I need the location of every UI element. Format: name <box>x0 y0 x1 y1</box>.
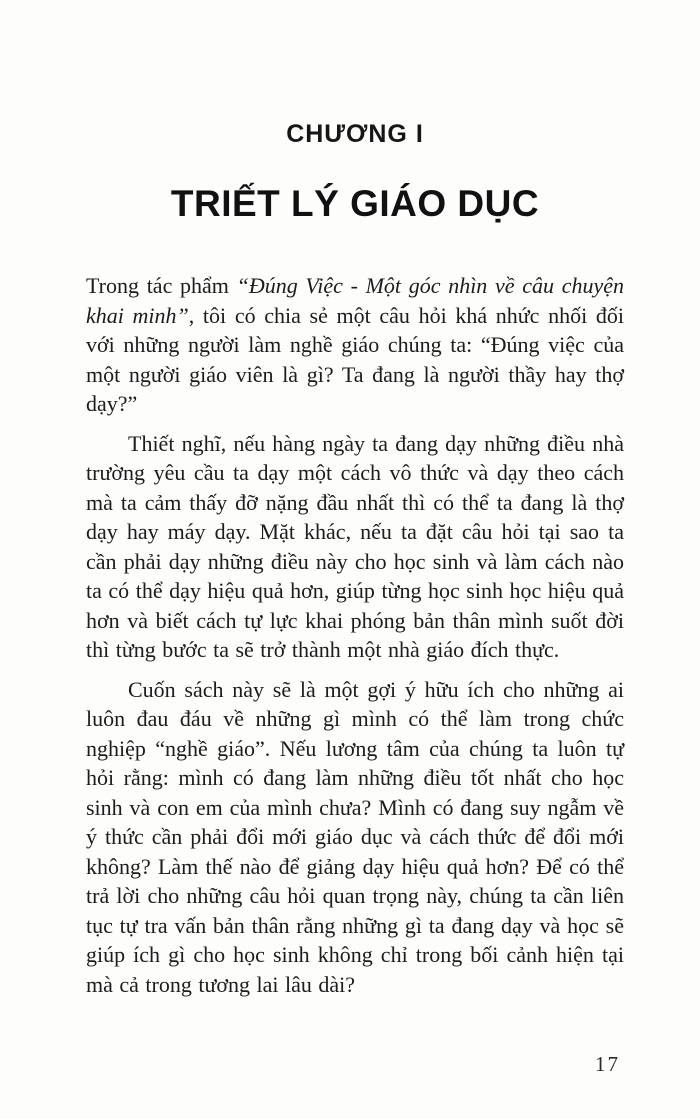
page-number: 17 <box>595 1052 620 1076</box>
body-text <box>86 271 624 999</box>
body-paragraph: Thiết nghĩ, nếu hàng ngày ta đang dạy những điều nhà trường yêu cầu ta dạy một cách vô thức và dạy theo cách mà ta cảm thấy đỡ nặng đầu nhất thì có thể ta đang là thợ dạy hay máy dạy. Mặt khác, nếu ta đặt câu hỏi tại sao ta cần phải dạy những điều này cho học sinh và làm cách nào ta có thể dạy hiệu quả hơn, giúp từng học sinh học hiệu quả hơn và biết cách tự lực khai phóng bản thân mình suốt đời thì từng bước ta sẽ trở thành một nhà giáo đích thực. <box>86 430 624 662</box>
chapter-title: TRIẾT LÝ GIÁO DỤC <box>170 183 540 224</box>
chapter-label: CHƯƠNG I <box>286 120 424 148</box>
body-paragraph: Cuốn sách này sẽ là một gợi ý hữu ích cho những ai luôn đau đáu về những gì mình có thể làm trong chức nghiệp “nghề giáo”. Nếu lương tâm của chúng ta luôn tự hỏi rằng: mình có đang làm những điều tốt nhất cho học sinh và con em của mình chưa? Mình có đang suy ngẫm về ý thức cần phải đổi mới giáo dục và cách thức để đổi mới không? Làm thế nào để giảng dạy hiệu quả hơn? Để có thể trả lời cho những câu hỏi quan trọng này, chúng ta cần liên tục tự tra vấn bản thân rằng những gì ta đang dạy và học sẽ giúp ích gì cho học sinh không chỉ trong bối cảnh hiện tại mà cả trong tương lai lâu dài? <box>86 676 624 997</box>
body-paragraph: Trong tác phẩm “Đúng Việc - Một góc nhìn về câu chuyện khai minh”, tôi có chia sẻ một câu hỏi khá nhức nhối đối với những người làm nghề giáo chúng ta: “Đúng việc của một người giáo viên là gì? Ta đang là người thầy hay thợ dạy?” <box>86 273 624 416</box>
